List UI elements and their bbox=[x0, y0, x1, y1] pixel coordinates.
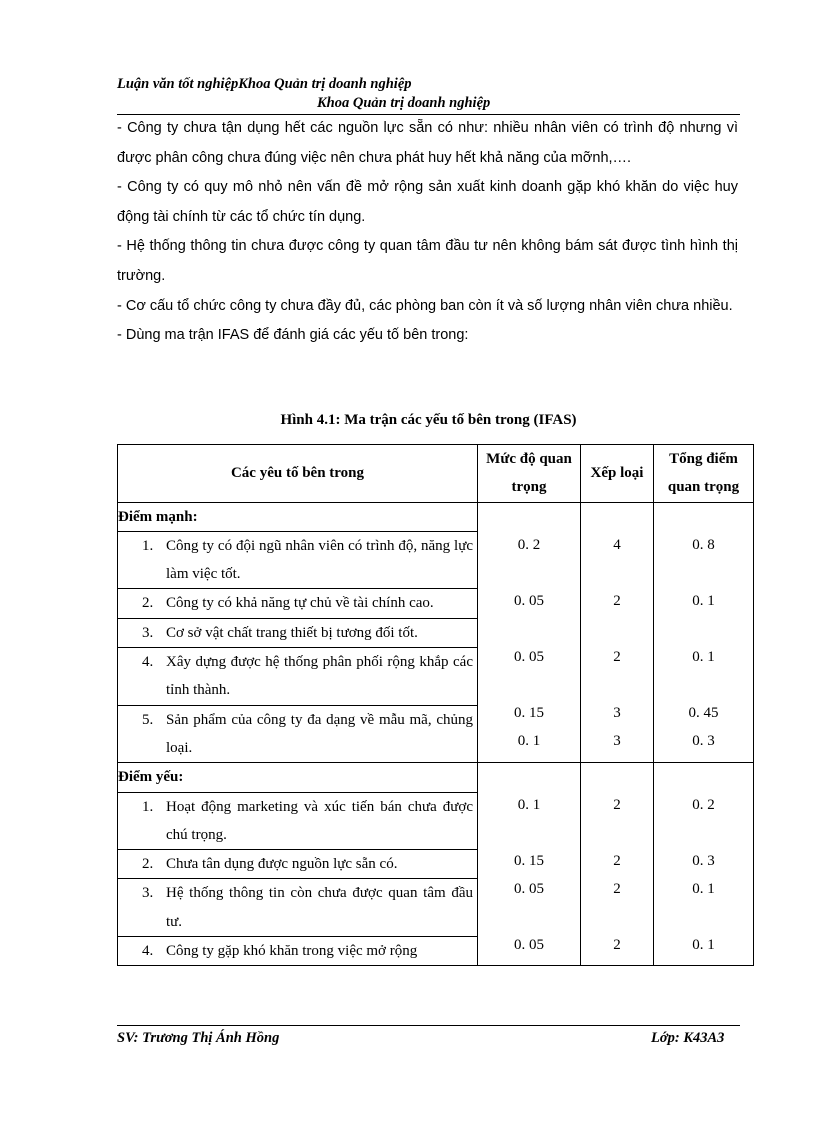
score-cell: 0. 1 bbox=[692, 881, 715, 898]
footer-class: Lớp: K43A3 bbox=[651, 1030, 725, 1046]
paragraph: - Hệ thống thông tin chưa được công ty quan tâm đầu tư nên không bám sát được tình hình thị trường. bbox=[117, 238, 738, 284]
footer-student: SV: Trương Thị Ánh Hồng bbox=[117, 1030, 280, 1046]
rating-column bbox=[581, 502, 654, 763]
table-row: 4. Công ty gặp khó khăn trong việc mở rộng bbox=[118, 937, 754, 966]
score-cell: 0. 1 bbox=[692, 937, 715, 954]
section-title-weaknesses: Điểm yếu: bbox=[118, 763, 478, 792]
rating-column bbox=[581, 763, 654, 966]
rating-cell: 3 bbox=[613, 732, 621, 749]
rating-cell: 3 bbox=[613, 704, 621, 721]
section-row-weaknesses bbox=[118, 763, 754, 792]
weight-cell: 0. 1 bbox=[517, 797, 541, 814]
score-cell: 0. 8 bbox=[692, 536, 715, 553]
header-factor: Các yêu tố bên trong bbox=[118, 445, 478, 503]
weight-cell: 0. 05 bbox=[514, 937, 544, 954]
weight-cell: 0. 05 bbox=[514, 592, 544, 609]
table-caption: Hình 4.1: Ma trận các yếu tố bên trong (IFAS) bbox=[280, 412, 577, 428]
weight-cell: 0. 05 bbox=[514, 881, 544, 898]
section-row-strengths bbox=[118, 502, 754, 531]
paragraph: - Công ty có quy mô nhỏ nên vấn đề mở rộng sản xuất kinh doanh gặp khó khăn do việc huy động tài chính từ các tổ chức tín dụng. bbox=[117, 179, 738, 225]
running-header-line2: Khoa Quản trị doanh nghiệp bbox=[317, 95, 491, 111]
table-row: 3. Cơ sở vật chất trang thiết bị tương đối tốt. bbox=[118, 618, 754, 647]
score-cell: 0. 1 bbox=[692, 648, 715, 665]
table-header-row bbox=[118, 445, 754, 503]
weight-cell: 0. 15 bbox=[514, 704, 544, 721]
table-row: 1. Công ty có đội ngũ nhân viên có trình độ, năng lực làm việc tốt. bbox=[118, 531, 754, 589]
rating-cell: 2 bbox=[613, 592, 621, 609]
table-row: 4. Xây dựng được hệ thống phân phối rộng khắp các tỉnh thành. bbox=[118, 648, 754, 706]
body-text bbox=[117, 114, 738, 351]
weight-column bbox=[478, 763, 581, 966]
table-row: 1. Hoạt động marketing và xúc tiến bán chưa được chú trọng. bbox=[118, 792, 754, 850]
weight-cell: 0. 05 bbox=[514, 648, 544, 665]
header-weight: Mức độ quan trọng bbox=[478, 445, 581, 503]
weight-cell: 0. 2 bbox=[517, 536, 541, 553]
paragraph: - Dùng ma trận IFAS để đánh giá các yếu tố bên trong: bbox=[117, 327, 469, 344]
rating-cell: 2 bbox=[613, 797, 621, 814]
score-cell: 0. 1 bbox=[692, 592, 715, 609]
header-score: Tổng điểm quan trọng bbox=[654, 445, 754, 503]
score-cell: 0. 3 bbox=[692, 853, 715, 870]
score-column bbox=[654, 502, 754, 763]
table-row: 2. Công ty có khả năng tự chủ về tài chính cao. bbox=[118, 589, 754, 618]
table-row: 2. Chưa tân dụng được nguồn lực sẵn có. bbox=[118, 850, 754, 879]
rating-cell: 2 bbox=[613, 881, 621, 898]
score-column bbox=[654, 763, 754, 966]
running-header-line1: Luận văn tốt nghiệpKhoa Quản trị doanh nghiệp bbox=[117, 76, 412, 92]
footer-rule bbox=[117, 1025, 740, 1026]
weight-cell: 0. 1 bbox=[517, 732, 541, 749]
score-cell: 0. 2 bbox=[692, 797, 715, 814]
score-cell: 0. 45 bbox=[688, 704, 719, 721]
table-row: 3. Hệ thống thông tin còn chưa được quan tâm đầu tư. bbox=[118, 879, 754, 937]
weight-column bbox=[478, 502, 581, 763]
rating-cell: 4 bbox=[613, 536, 621, 553]
rating-cell: 2 bbox=[613, 648, 621, 665]
rating-cell: 2 bbox=[613, 853, 621, 870]
paragraph: - Công ty chưa tận dụng hết các nguồn lực sẵn có như: nhiều nhân viên có trình độ nhưng vì được phân công chưa đúng việc nên chưa phát huy hết khả năng của mỡnh,…. bbox=[117, 120, 738, 166]
weight-cell: 0. 15 bbox=[514, 853, 544, 870]
table-row: 5. Sản phẩm của công ty đa dạng về mẫu mã, chủng loại. bbox=[118, 705, 754, 763]
paragraph: - Cơ cấu tổ chức công ty chưa đầy đủ, các phòng ban còn ít và số lượng nhân viên chưa nhiều. bbox=[117, 297, 733, 314]
ifas-table bbox=[117, 444, 754, 966]
section-title-strengths: Điểm mạnh: bbox=[118, 502, 478, 531]
rating-cell: 2 bbox=[613, 937, 621, 954]
header-rating: Xếp loại bbox=[581, 445, 654, 503]
score-cell: 0. 3 bbox=[692, 732, 715, 749]
